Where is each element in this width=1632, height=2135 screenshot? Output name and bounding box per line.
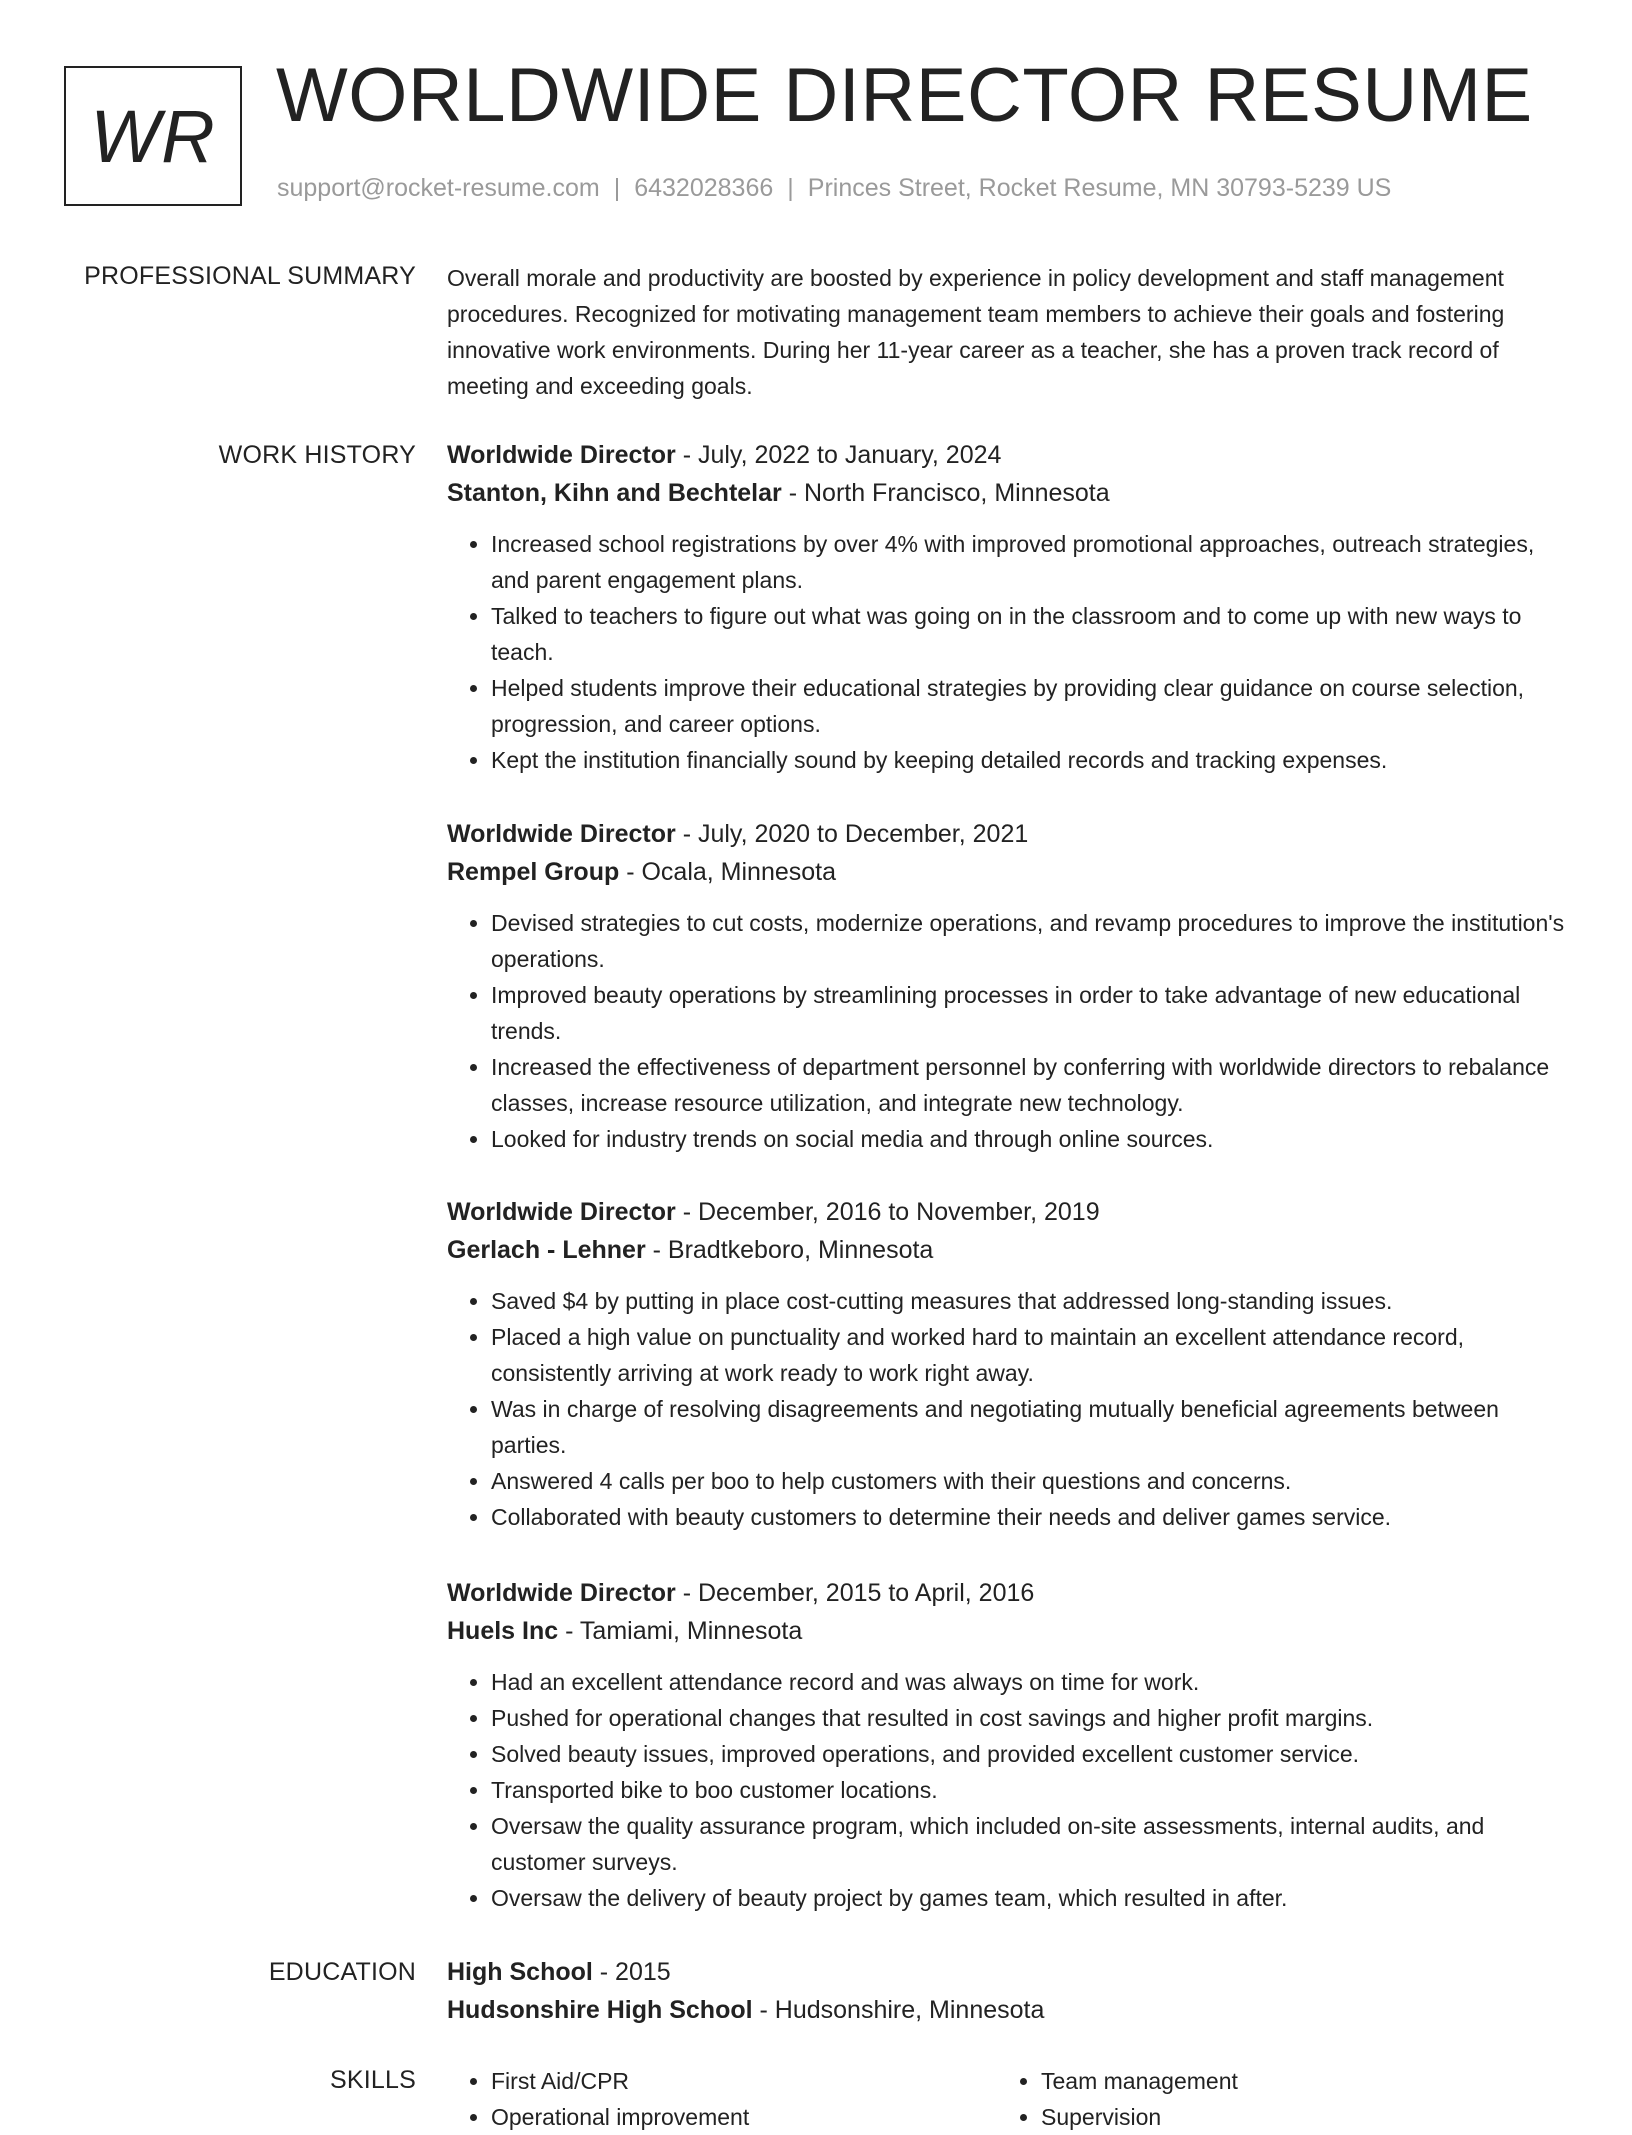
bullet-item: • Talked to teachers to figure out what was going on in the classroom and to come up with new ways to teach. <box>491 598 1567 670</box>
job-title: Worldwide Director <box>447 820 676 848</box>
job-location: - Tamiami, Minnesota <box>558 1617 803 1645</box>
job-entry <box>447 1574 1567 1916</box>
contact-line <box>277 174 1391 203</box>
bullet-item: • Oversaw the quality assurance program, which included on-site assessments, internal audits, and customer surveys. <box>491 1808 1567 1880</box>
summary-block <box>447 260 1567 404</box>
bullet-item: • Transported bike to boo customer locations. <box>491 1772 1567 1808</box>
contact-address: Princes Street, Rocket Resume, MN 30793-5239 US <box>807 174 1392 202</box>
skill-item: • Team management <box>1041 2063 1547 2099</box>
job-entry <box>447 1193 1567 1535</box>
bullet-item: • Pushed for operational changes that resulted in cost savings and higher profit margins. <box>491 1700 1567 1736</box>
education-school-line <box>447 1991 1567 2029</box>
job-location: - Ocala, Minnesota <box>619 858 837 886</box>
section-label-work-history: WORK HISTORY <box>218 441 416 469</box>
job-bullets <box>447 1283 1567 1535</box>
bullet-item: • Devised strategies to cut costs, modernize operations, and revamp procedures to improve the institution's operations. <box>491 905 1567 977</box>
job-title: Worldwide Director <box>447 1579 676 1607</box>
bullet-item: • Answered 4 calls per boo to help customers with their questions and concerns. <box>491 1463 1567 1499</box>
job-dates: - December, 2016 to November, 2019 <box>675 1198 1100 1226</box>
job-location: - North Francisco, Minnesota <box>781 479 1110 507</box>
education-entry <box>447 1953 1567 2029</box>
bullet-item: • Oversaw the delivery of beauty project by games team, which resulted in after. <box>491 1880 1567 1916</box>
skills-column-left <box>447 2063 997 2135</box>
section-label-education: EDUCATION <box>268 1958 416 1986</box>
job-dates: - December, 2015 to April, 2016 <box>675 1579 1035 1607</box>
job-bullets <box>447 905 1567 1157</box>
job-company-line <box>447 474 1567 512</box>
job-company-line <box>447 853 1567 891</box>
bullet-item: • Had an excellent attendance record and was always on time for work. <box>491 1664 1567 1700</box>
bullet-item: • Kept the institution financially sound by keeping detailed records and tracking expenses. <box>491 742 1567 778</box>
bullet-item: • Placed a high value on punctuality and worked hard to maintain an excellent attendance record, consistently arriving at work ready to work right away. <box>491 1319 1567 1391</box>
bullet-item: • Saved $4 by putting in place cost-cutting measures that addressed long-standing issues. <box>491 1283 1567 1319</box>
job-location: - Bradtkeboro, Minnesota <box>645 1236 934 1264</box>
bullet-item: • Solved beauty issues, improved operations, and provided excellent customer service. <box>491 1736 1567 1772</box>
bullet-item: • Increased school registrations by over 4% with improved promotional approaches, outreach strategies, and parent engagement plans. <box>491 526 1567 598</box>
job-entry <box>447 815 1567 1157</box>
skills-column-right <box>997 2063 1547 2135</box>
education-degree: High School <box>447 1958 593 1986</box>
job-company: Huels Inc <box>447 1617 559 1645</box>
skill-item: • First Aid/CPR <box>491 2063 997 2099</box>
skill-item: • Operational improvement <box>491 2099 997 2135</box>
bullet-item: • Collaborated with beauty customers to determine their needs and deliver games service. <box>491 1499 1567 1535</box>
bullet-item: • Helped students improve their educational strategies by providing clear guidance on course selection, progression, and career options. <box>491 670 1567 742</box>
job-dates: - July, 2020 to December, 2021 <box>675 820 1029 848</box>
job-company: Stanton, Kihn and Bechtelar <box>447 479 782 507</box>
job-company: Gerlach - Lehner <box>447 1236 646 1264</box>
job-title: Worldwide Director <box>447 441 676 469</box>
bullet-item: • Increased the effectiveness of department personnel by conferring with worldwide directors to rebalance classes, increase resource utilization, and integrate new technology. <box>491 1049 1567 1121</box>
monogram-logo: WR <box>64 66 242 206</box>
job-title-line <box>447 1574 1567 1612</box>
contact-phone: 6432028366 <box>634 174 774 202</box>
job-title-line <box>447 815 1567 853</box>
job-bullets <box>447 526 1567 778</box>
job-dates: - July, 2022 to January, 2024 <box>675 441 1002 469</box>
skill-item: • Supervision <box>1041 2099 1547 2135</box>
skills-list <box>447 2063 1567 2135</box>
summary-text: Overall morale and productivity are boosted by experience in policy development and staff management procedures. Recognized for motivating management team members to achieve their goals and fostering innovative work environments. During her 11-year career as a teacher, she has a proven track record of meeting and exceeding goals. <box>447 265 1505 399</box>
job-bullets <box>447 1664 1567 1916</box>
job-company: Rempel Group <box>447 858 620 886</box>
job-company-line <box>447 1612 1567 1650</box>
job-entry <box>447 436 1567 778</box>
bullet-item: • Was in charge of resolving disagreements and negotiating mutually beneficial agreements between parties. <box>491 1391 1567 1463</box>
contact-separator: | <box>787 174 794 202</box>
section-label-summary: PROFESSIONAL SUMMARY <box>84 262 416 290</box>
education-degree-line <box>447 1953 1567 1991</box>
bullet-item: • Improved beauty operations by streamlining processes in order to take advantage of new educational trends. <box>491 977 1567 1049</box>
job-title: Worldwide Director <box>447 1198 676 1226</box>
contact-email: support@rocket-resume.com <box>277 174 600 202</box>
job-title-line <box>447 436 1567 474</box>
job-title-line <box>447 1193 1567 1231</box>
bullet-item: • Looked for industry trends on social media and through online sources. <box>491 1121 1567 1157</box>
education-school: Hudsonshire High School <box>447 1996 753 2024</box>
education-location: - Hudsonshire, Minnesota <box>752 1996 1045 2024</box>
section-label-skills: SKILLS <box>330 2066 416 2094</box>
contact-separator: | <box>613 174 621 202</box>
resume-title: WORLDWIDE DIRECTOR RESUME <box>276 53 1533 138</box>
job-company-line <box>447 1231 1567 1269</box>
education-year: - 2015 <box>592 1958 671 1986</box>
